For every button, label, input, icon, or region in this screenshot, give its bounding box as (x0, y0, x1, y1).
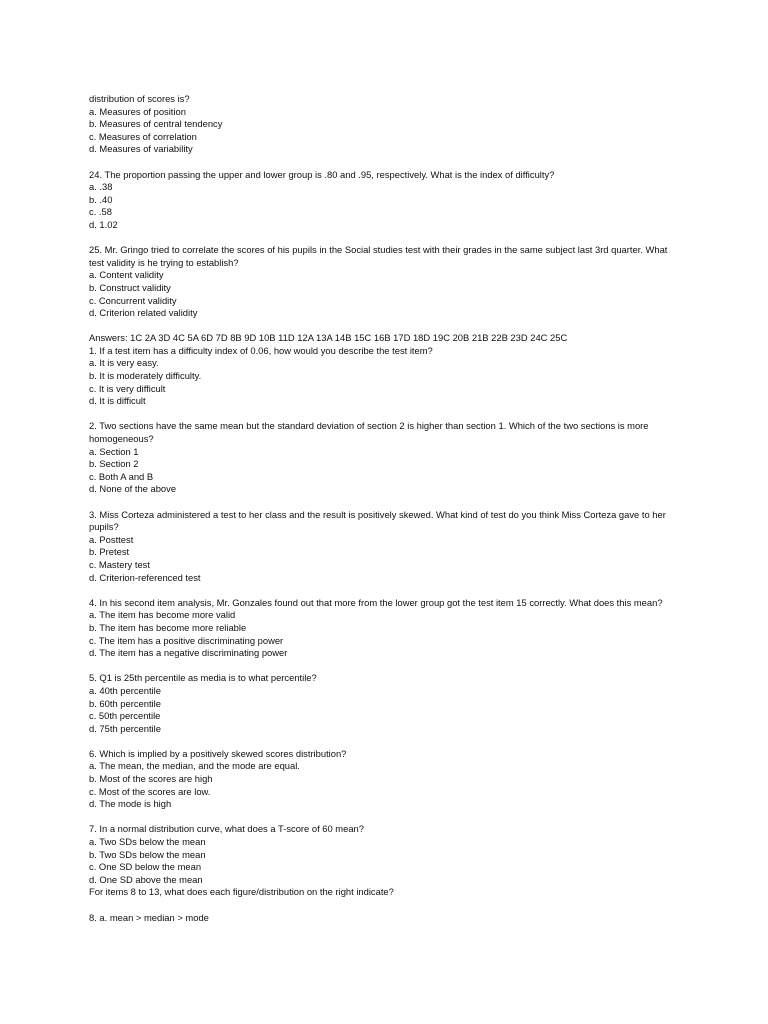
option-b: b. Construct validity (89, 281, 171, 293)
blank-line (89, 408, 679, 421)
option-b: b. Most of the scores are high (89, 773, 213, 785)
option-c: c. Measures of correlation (89, 130, 197, 142)
option-b: b. Section 2 (89, 458, 139, 470)
option-a: a. .38 (89, 181, 113, 193)
blank-line (89, 156, 679, 169)
answer-key: Answers: 1C 2A 3D 4C 5A 6D 7D 8B 9D 10B 11D 12A 13A 14B 15C 16B 17D 18D 19C 20B 21B 22B 23D 24C 25C (89, 332, 568, 344)
option-d: d. The mode is high (89, 798, 172, 810)
option-b: b. Two SDs below the mean (89, 848, 206, 860)
option-a: a. Posttest (89, 533, 134, 545)
blank-line (89, 735, 679, 748)
option-a: a. 40th percentile (89, 684, 161, 696)
question-25: 25. Mr. Gringo tried to correlate the scores of his pupils in the Social studies test with their grades in the same subject last 3rd quarter. What (89, 244, 668, 256)
option-d: d. 1.02 (89, 218, 118, 230)
question-2: 2. Two sections have the same mean but the standard deviation of section 2 is higher than section 1. Which of the two sections is more (89, 420, 649, 432)
option-d: d. One SD above the mean (89, 873, 203, 885)
option-d: d. 75th percentile (89, 722, 161, 734)
option-c: c. One SD below the mean (89, 861, 202, 873)
option-d: d. Measures of variability (89, 143, 193, 155)
blank-line (89, 899, 679, 912)
blank-line (89, 496, 679, 509)
question-25-cont: test validity is he trying to establish? (89, 256, 239, 268)
option-b: b. .40 (89, 193, 113, 205)
option-c: c. Both A and B (89, 470, 154, 482)
option-a: a. Content validity (89, 269, 164, 281)
question-3-cont: pupils? (89, 521, 119, 533)
option-a: a. Measures of position (89, 105, 186, 117)
option-a: a. The mean, the median, and the mode are equal. (89, 760, 300, 772)
option-a: a. Section 1 (89, 445, 139, 457)
question-6: 6. Which is implied by a positively skewed scores distribution? (89, 747, 347, 759)
option-c: c. Mastery test (89, 558, 150, 570)
option-b: b. Pretest (89, 546, 130, 558)
option-c: c. Most of the scores are low. (89, 785, 211, 797)
option-d: d. It is difficult (89, 395, 146, 407)
document-text (89, 93, 679, 924)
option-b: b. Measures of central tendency (89, 118, 223, 130)
option-d: d. Criterion-referenced test (89, 571, 201, 583)
option-a: a. It is very easy. (89, 357, 159, 369)
option-a: a. Two SDs below the mean (89, 836, 206, 848)
option-a: a. The item has become more valid (89, 609, 236, 621)
blank-line (89, 811, 679, 824)
option-c: c. 50th percentile (89, 710, 161, 722)
option-b: b. The item has become more reliable (89, 621, 247, 633)
blank-line (89, 232, 679, 245)
question-5: 5. Q1 is 25th percentile as media is to what percentile? (89, 672, 317, 684)
question-24: 24. The proportion passing the upper and lower group is .80 and .95, respectively. What is the index of difficulty? (89, 168, 555, 180)
instructions-items-8-13: For items 8 to 13, what does each figure/distribution on the right indicate? (89, 886, 394, 898)
blank-line (89, 320, 679, 333)
option-c: c. It is very difficult (89, 382, 166, 394)
option-c: c. .58 (89, 206, 112, 218)
question-3: 3. Miss Corteza administered a test to her class and the result is positively skewed. What kind of test do you think Miss Corteza gave to her (89, 508, 666, 520)
text-line: distribution of scores is? (89, 93, 190, 104)
question-2-cont: homogeneous? (89, 433, 154, 445)
question-4: 4. In his second item analysis, Mr. Gonzales found out that more from the lower group got the test item 15 correctly. What does this mean? (89, 596, 663, 608)
option-d: d. None of the above (89, 483, 177, 495)
blank-line (89, 660, 679, 673)
blank-line (89, 584, 679, 597)
question-7: 7. In a normal distribution curve, what does a T-score of 60 mean? (89, 823, 364, 835)
question-8: 8. a. mean > median > mode (89, 911, 209, 923)
option-b: b. It is moderately difficulty. (89, 370, 202, 382)
question-1: 1. If a test item has a difficulty index of 0.06, how would you describe the test item? (89, 344, 433, 356)
option-d: d. Criterion related validity (89, 307, 198, 319)
option-c: c. The item has a positive discriminating power (89, 634, 284, 646)
option-c: c. Concurrent validity (89, 294, 177, 306)
option-d: d. The item has a negative discriminating power (89, 647, 288, 659)
option-b: b. 60th percentile (89, 697, 161, 709)
